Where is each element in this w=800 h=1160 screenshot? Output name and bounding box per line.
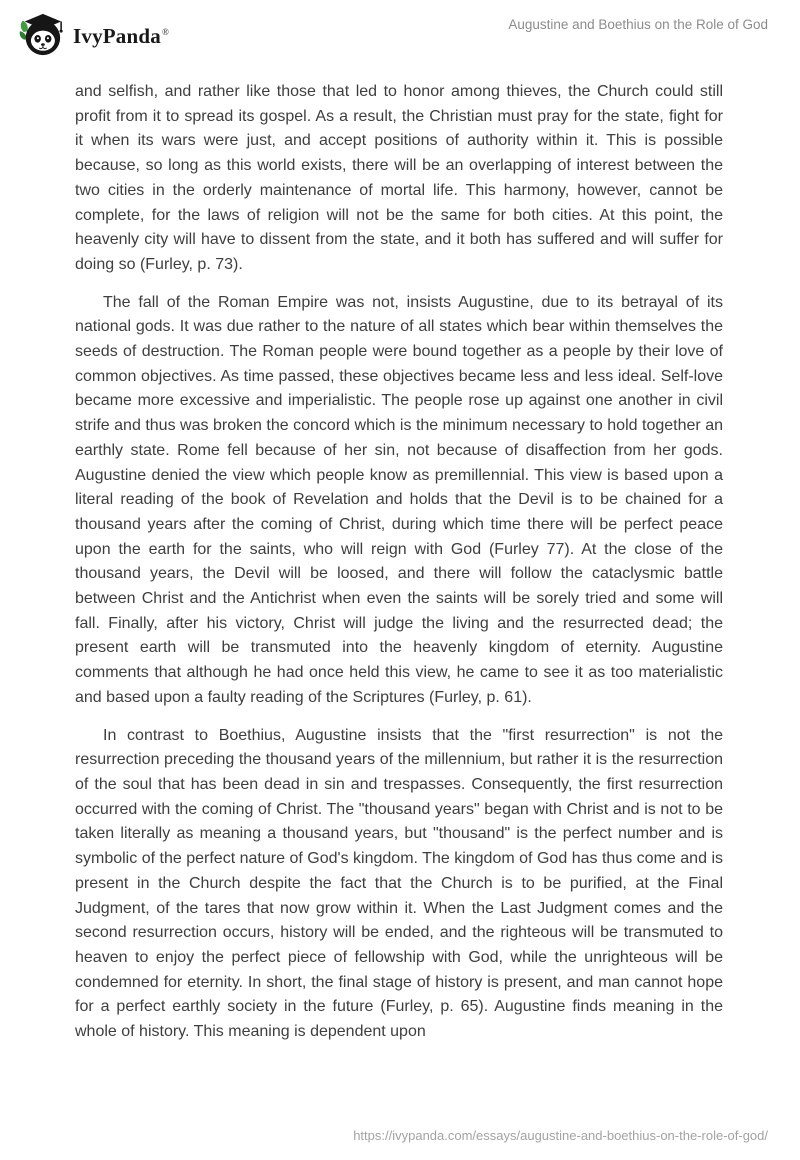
- page-header: [0, 0, 800, 60]
- essay-body: [0, 60, 800, 1045]
- essay-paragraph-1: and selfish, and rather like those that led to honor among thieves, the Church could still profit from it to spread its gospel. As a result, the Christian must pray for the state, fight for it when its wars were just, and accept positions of authority within it. This is possible because, so long as this world exists, there will be an overlapping of interest between the two cities in the orderly maintenance of mortal life. This harmony, however, cannot be complete, for the laws of religion will not be the same for both cities. At this point, the heavenly city will have to dissent from the state, and it both has suffered and will suffer for doing so (Furley, p. 73).: [75, 83, 723, 273]
- registered-mark: ®: [161, 27, 170, 37]
- brand-logo[interactable]: [18, 9, 169, 59]
- page-footer: [353, 1127, 768, 1145]
- essay-paragraph-3: In contrast to Boethius, Augustine insists that the "first resurrection" is not the resurrection preceding the thousand years of the millennium, but rather it is the resurrection of the soul that has been dead in sin and trespasses. Consequently, the first resurrection occurred with the coming of Christ. The "thousand years" began with Christ and is not to be taken literally as meaning a thousand years, but "thousand" is the perfect number and is symbolic of the perfect nature of God's kingdom. The kingdom of God has thus come and is present in the Church despite the fact that the Church is to be purified, at the Final Judgment, of the tares that now grow within it. When the Last Judgment comes and the second resurrection occurs, history will be ended, and the righteous will be transmuted to heaven to enjoy the perfect piece of fellowship with God, while the unrighteous will be condemned for eternity. In short, the final stage of history is present, and man cannot hope for a perfect earthly society in the future (Furley, p. 65). Augustine finds meaning in the whole of history. This meaning is dependent upon: [75, 726, 723, 1041]
- document-title: Augustine and Boethius on the Role of God: [508, 17, 768, 32]
- source-url-link[interactable]: https://ivypanda.com/essays/augustine-and-boethius-on-the-role-of-god/: [353, 1128, 768, 1143]
- brand-name: [73, 9, 169, 59]
- brand-wordmark: IvyPanda: [73, 24, 161, 48]
- ivypanda-panda-icon: [18, 11, 64, 57]
- essay-paragraph-2: The fall of the Roman Empire was not, insists Augustine, due to its betrayal of its national gods. It was due rather to the nature of all states which bear within themselves the seeds of destruction. The Roman people were bound together as a people by their love of common objectives. As time passed, these objectives became less and less ideal. Self-love became more excessive and imperialistic. The people rose up against one another in civil strife and thus was broken the concord which is the minimum necessary to hold together an earthly state. Rome fell because of her sin, not because of disaffection from her gods. Augustine denied the view which people know as premillennial. This view is based upon a literal reading of the book of Revelation and holds that the Devil is to be chained for a thousand years after the coming of Christ, during which time there will be perfect peace upon the earth for the saints, who will reign with God (Furley 77). At the close of the thousand years, the Devil will be loosed, and there will follow the cataclysmic battle between Christ and the Antichrist when even the saints will be sorely tried and some will fall. Finally, after his victory, Christ will judge the living and the resurrected dead; the present earth will be transmuted into the heavenly kingdom of eternity. Augustine comments that although he had once held this view, he came to see it as too materialistic and based upon a faulty reading of the Scriptures (Furley, p. 61).: [75, 293, 723, 706]
